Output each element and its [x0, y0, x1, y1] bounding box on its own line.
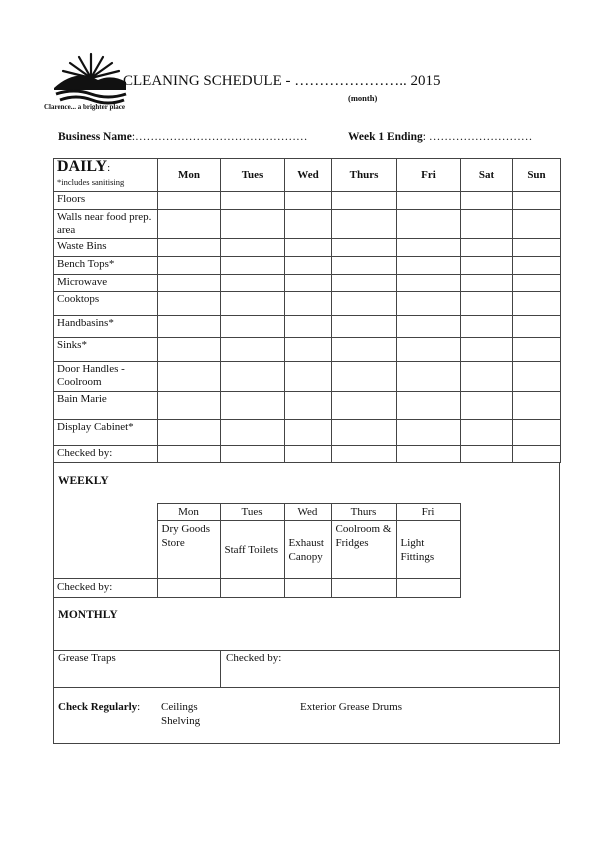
- table-row: [54, 316, 561, 338]
- daily-schedule-table: [53, 158, 561, 463]
- check-regularly-label: Check Regularly:: [58, 701, 141, 713]
- week-ending-label: Week 1 Ending: [348, 131, 423, 143]
- task-label: Microwave: [54, 275, 158, 292]
- task-label: Door Handles - Coolroom: [54, 362, 158, 392]
- daily-day-mon: Mon: [158, 159, 221, 192]
- table-row: [54, 392, 561, 420]
- table-row: [54, 446, 561, 463]
- task-label: Cooktops: [54, 292, 158, 316]
- table-row: [53, 579, 460, 598]
- logo-tagline: Clarence... a brighter place: [44, 103, 126, 111]
- monthly-heading: MONTHLY: [58, 609, 118, 621]
- table-row: [54, 338, 561, 362]
- task-label: Waste Bins: [54, 239, 158, 257]
- week-ending-value: : ………………………: [422, 131, 533, 143]
- table-row: [54, 275, 561, 292]
- weekly-schedule-table: [53, 503, 461, 598]
- task-label: Walls near food prep. area: [54, 210, 158, 239]
- task-label: Floors: [54, 192, 158, 210]
- business-name-label: Business Name: [58, 131, 132, 143]
- table-row: [53, 521, 460, 579]
- week-ending-field[interactable]: [348, 131, 532, 143]
- task-label: Bench Tops*: [54, 257, 158, 275]
- table-row: [54, 257, 561, 275]
- month-label: (month): [348, 93, 378, 103]
- daily-subheading: *includes sanitising: [57, 177, 125, 187]
- table-row: [54, 292, 561, 316]
- daily-day-fri: Fri: [397, 159, 461, 192]
- weekly-task-mon: Dry Goods Store: [157, 521, 220, 579]
- weekly-day-tues: Tues: [220, 504, 284, 521]
- monthly-checked-by-field[interactable]: Checked by:: [226, 652, 282, 664]
- weekly-heading: WEEKLY: [58, 475, 109, 487]
- weekly-day-mon: Mon: [157, 504, 220, 521]
- divider: [220, 650, 221, 687]
- checked-by-label: Checked by:: [54, 446, 158, 463]
- table-row: [54, 420, 561, 446]
- task-label: Handbasins*: [54, 316, 158, 338]
- daily-heading: DAILY: [57, 158, 108, 175]
- daily-day-thurs: Thurs: [332, 159, 397, 192]
- weekly-checked-by-label: Checked by:: [53, 579, 157, 598]
- weekly-day-fri: Fri: [396, 504, 460, 521]
- daily-day-sun: Sun: [513, 159, 561, 192]
- regular-item-shelving: Shelving: [161, 715, 201, 727]
- weekly-task-fri: Light Fittings: [396, 521, 460, 579]
- weekly-day-thurs: Thurs: [331, 504, 396, 521]
- business-name-field[interactable]: [58, 131, 308, 143]
- weekly-task-wed: Exhaust Canopy: [284, 521, 331, 579]
- weekly-header-row: [53, 504, 460, 521]
- task-label: Display Cabinet*: [54, 420, 158, 446]
- task-label: Sinks*: [54, 338, 158, 362]
- regular-item-ceilings: Ceilings: [161, 701, 198, 713]
- weekly-task-tues: Staff Toilets: [220, 521, 284, 579]
- divider: [53, 650, 560, 651]
- daily-day-wed: Wed: [285, 159, 332, 192]
- daily-heading-cell: DAILY: *includes sanitising: [54, 159, 158, 192]
- business-name-value: :………………………………………: [131, 131, 308, 143]
- table-row: [54, 210, 561, 239]
- table-row: [54, 239, 561, 257]
- divider: [53, 687, 560, 688]
- task-label: Bain Marie: [54, 392, 158, 420]
- regular-item-grease-drums: Exterior Grease Drums: [300, 701, 403, 713]
- weekly-task-thurs: Coolroom & Fridges: [331, 521, 396, 579]
- table-row: [54, 192, 561, 210]
- daily-day-tues: Tues: [221, 159, 285, 192]
- daily-day-sat: Sat: [461, 159, 513, 192]
- daily-header-row: [54, 159, 561, 192]
- table-row: [54, 362, 561, 392]
- weekly-day-wed: Wed: [284, 504, 331, 521]
- grease-traps-label: Grease Traps: [58, 652, 116, 664]
- page-title: CLEANING SCHEDULE - ………………….. 2015: [123, 73, 441, 89]
